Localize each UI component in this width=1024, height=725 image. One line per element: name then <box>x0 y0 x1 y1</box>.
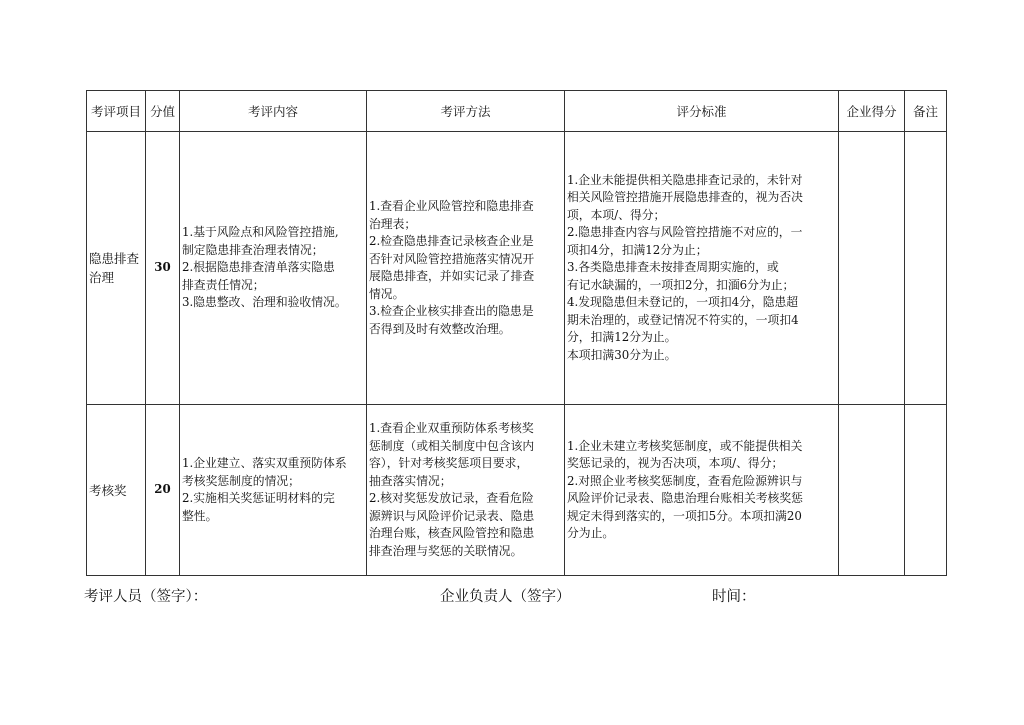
header-method: 考评方法 <box>367 91 565 132</box>
cell-criteria <box>565 405 839 576</box>
cell-item <box>87 132 146 405</box>
cell-criteria <box>565 132 839 405</box>
header-enterprise-score: 企业得分 <box>839 91 905 132</box>
item-text: 考核奖 <box>89 482 127 498</box>
method-text: 1.查看企业风险管控和隐患排查 治理表； 2.检查隐患排查记录核查企业是 否针对风险管控措施落实情况开 展隐患排查，并如实记录了排查 情况。 3.检查企业核实排查出的隐患是 否得到及时有效整改治理。 <box>369 199 535 336</box>
criteria-text: 1.企业未建立考核奖惩制度，或不能提供相关 奖惩记录的，视为否决项，本项/、得分； 2.对照企业考核奖惩制度，查看危险源辨识与 风险评价记录表、隐患治理台账相关考核奖惩 规定未得到落实的，一项扣5分。本项扣满20 分为止。 <box>567 438 803 540</box>
cell-content <box>180 405 367 576</box>
cell-method <box>367 132 565 405</box>
header-item: 考评项目 <box>87 91 146 132</box>
cell-enterprise-score[interactable] <box>839 405 905 576</box>
item-text: 隐患排查 治理 <box>89 251 140 285</box>
cell-score: 30 <box>146 132 180 405</box>
cell-remarks[interactable] <box>905 132 947 405</box>
table-row <box>87 132 947 405</box>
content-text: 1.企业建立、落实双重预防体系 考核奖惩制度的情况； 2.实施相关奖惩证明材料的完 整性。 <box>182 456 347 523</box>
cell-item <box>87 405 146 576</box>
cell-score: 20 <box>146 405 180 576</box>
header-criteria: 评分标准 <box>565 91 839 132</box>
table-row <box>87 405 947 576</box>
header-content: 考评内容 <box>180 91 367 132</box>
header-score: 分值 <box>146 91 180 132</box>
cell-enterprise-score[interactable] <box>839 132 905 405</box>
header-remarks: 备注 <box>905 91 947 132</box>
cell-content <box>180 132 367 405</box>
evaluation-table <box>86 90 947 576</box>
signature-time: 时间： <box>712 589 756 605</box>
criteria-text: 1.企业未能提供相关隐患排查记录的，未针对 相关风险管控措施开展隐患排查的，视为否决 项，本项/、得分； 2.隐患排查内容与风险管控措施不对应的，一 项扣4分，扣满12分为止； 3.各类隐患排查未按排查周期实施的，或 有记水缺漏的，一项扣2分，扣湎6分为止； 4.发现隐患但未登记的，一项扣4分，隐患超 期未治理的，或登记情况不符实的，一项扣4 分，扣满12分为止。 本项扣满30分为止。 <box>567 172 803 362</box>
header-row <box>87 91 947 132</box>
signature-manager: 企业负责人（签字） <box>440 589 571 605</box>
method-text: 1.查看企业双重预防体系考核奖 惩制度（或相关制度中包含该内 容），针对考核奖惩项目要求， 抽查落实情况； 2.核对奖惩发放记录，查看危险 源辨识与风险评价记录表、隐患 治理台账，核查风险管控和隐患 排查治理与奖惩的关联情况。 <box>369 421 535 558</box>
cell-remarks[interactable] <box>905 405 947 576</box>
cell-method <box>367 405 565 576</box>
content-text: 1.基于风险点和风险管控措施, 制定隐患排查治理表情况； 2.根据隐患排查清单落实隐患 排查责任情况； 3.隐患整改、治理和验收情况。 <box>182 225 347 310</box>
signature-evaluator: 考评人员（签字）： <box>84 589 208 605</box>
